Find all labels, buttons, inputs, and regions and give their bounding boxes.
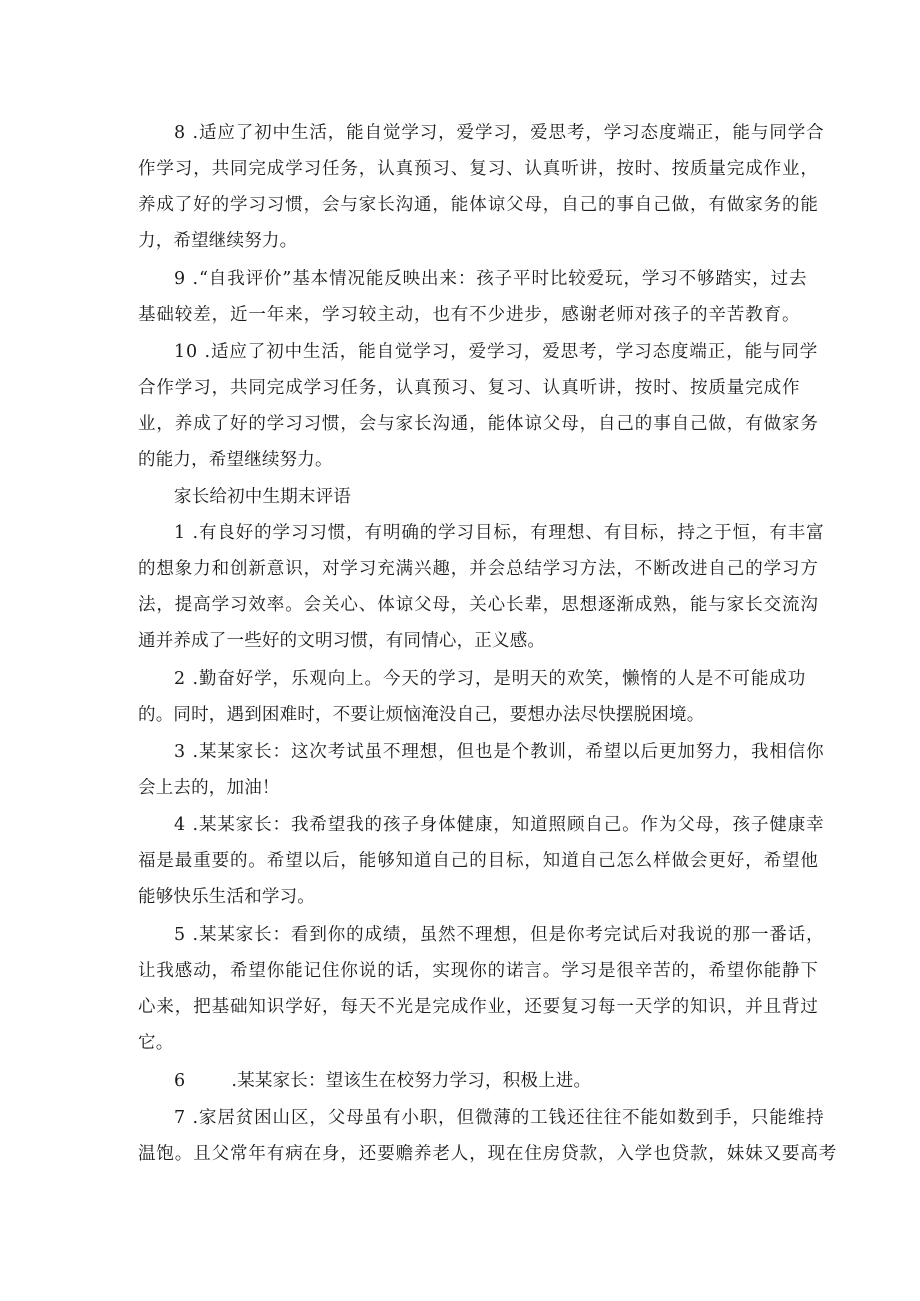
paragraph-8-line-2: 作学习，共同完成学习任务，认真预习、复习、认真听讲，按时、按质量完成作业，	[138, 159, 819, 179]
paragraph-8-line-1: 8 .适应了初中生活，能自觉学习，爱学习，爱思考，学习态度端正，能与同学合	[174, 123, 825, 143]
paragraph-1-line-4: 通并养成了一些好的文明习惯，有同情心，正义感。	[138, 631, 546, 651]
paragraph-8-line-4: 力，希望继续努力。	[138, 231, 298, 251]
paragraph-9-line-1: 9 .“自我评价”基本情况能反映出来：孩子平时比较爱玩，学习不够踏实，过去	[174, 269, 808, 289]
paragraph-4-line-2: 福是最重要的。希望以后，能够知道自己的目标，知道自己怎么样做会更好，希望他	[138, 851, 819, 871]
paragraph-1-line-3: 法，提高学习效率。会关心、体谅父母，关心长辈，思想逐渐成熟，能与家长交流沟	[138, 595, 819, 615]
paragraph-3-line-2: 会上去的，加油！	[138, 778, 280, 798]
paragraph-10-line-1: 10 .适应了初中生活，能自觉学习，爱学习，爱思考，学习态度端正，能与同学	[174, 342, 819, 362]
paragraph-5-line-1: 5 .某某家长：看到你的成绩，虽然不理想，但是你考完试后对我说的那一番话，	[174, 925, 825, 945]
paragraph-7-line-1: 7 .家居贫困山区，父母虽有小职，但微薄的工钱还往往不能如数到手，只能维持	[174, 1108, 825, 1128]
paragraph-10-line-3: 业，养成了好的学习习惯，会与家长沟通，能体谅父母，自己的事自己做，有做家务	[138, 414, 819, 434]
paragraph-1-line-2: 的想象力和创新意识，对学习充满兴趣，并会总结学习方法，不断改进自己的学习方	[138, 559, 819, 579]
section-heading: 家长给初中生期末评语	[174, 487, 351, 507]
paragraph-9-line-2: 基础较差，近一年来，学习较主动，也有不少进步，感谢老师对孩子的辛苦教育。	[138, 305, 801, 325]
paragraph-4-line-1: 4 .某某家长：我希望我的孩子身体健康，知道照顾自己。作为父母，孩子健康幸	[174, 815, 825, 835]
paragraph-5-line-3: 心来，把基础知识学好，每天不光是完成作业，还要复习每一天学的知识，并且背过	[138, 997, 819, 1017]
paragraph-4-line-3: 能够快乐生活和学习。	[138, 887, 315, 907]
paragraph-10-line-2: 合作学习，共同完成学习任务，认真预习、复习、认真听讲，按时、按质量完成作	[138, 378, 801, 398]
paragraph-8-line-3: 养成了好的学习习惯，会与家长沟通，能体谅父母，自己的事自己做，有做家务的能	[138, 195, 819, 215]
paragraph-7-line-2: 温饱。且父常年有病在身，还要赡养老人，现在住房贷款，入学也贷款，妹妹又要高考	[138, 1144, 838, 1164]
paragraph-2-line-2: 的。同时，遇到困难时，不要让烦恼淹没自己，要想办法尽快摆脱困境。	[138, 705, 705, 725]
paragraph-3-line-1: 3 .某某家长：这次考试虽不理想，但也是个教训，希望以后更加努力，我相信你	[174, 742, 825, 762]
paragraph-5-line-2: 让我感动，希望你能记住你说的话，实现你的诺言。学习是很辛苦的，希望你能静下	[138, 961, 819, 981]
paragraph-5-line-4: 它。	[138, 1033, 174, 1053]
paragraph-6-line-1: 6 .某某家长：望该生在校努力学习，积极上进。	[174, 1071, 592, 1091]
paragraph-10-line-4: 的能力，希望继续努力。	[138, 450, 333, 470]
paragraph-2-line-1: 2 .勤奋好学，乐观向上。今天的学习，是明天的欢笑，懒惰的人是不可能成功	[174, 669, 807, 689]
paragraph-1-line-1: 1 .有良好的学习习惯，有明确的学习目标，有理想、有目标，持之于恒，有丰富	[174, 523, 825, 543]
